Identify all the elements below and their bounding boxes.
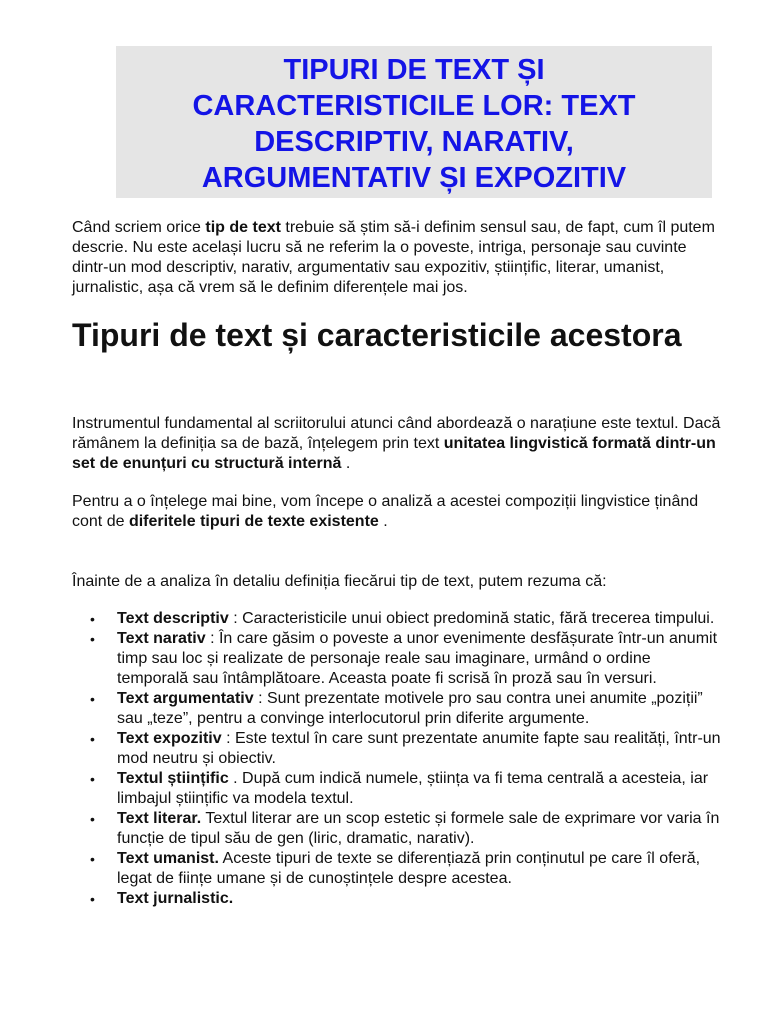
bullet-icon: • — [90, 731, 95, 747]
list-item-term: Text umanist. — [117, 850, 219, 867]
list-item — [72, 809, 722, 849]
list-item-description: : Este textul în care sunt prezentate anumite fapte sau realități, într-un mod neutru și obiectiv. — [117, 730, 721, 767]
list-item-description: : În care găsim o poveste a unor evenimente desfășurate într-un anumit timp sau loc și realizate de personaje reale sau imaginare, urmând o ordine temporală sau întâmplătoare. Aceasta poate fi scrisă în proză sau în versuri. — [117, 630, 718, 687]
summary-intro-paragraph: Înainte de a analiza în detaliu definiția fiecărui tip de text, putem rezuma că: — [72, 573, 607, 590]
intro-text: Când scriem orice — [72, 219, 206, 236]
definition-text-end: . — [341, 455, 351, 472]
bullet-icon: • — [90, 811, 95, 827]
definition-text: Instrumentul fundamental al scriitorului atunci când abordează o narațiune este textul. Dacă rămânem la definiția sa de bază, înțelegem prin text — [72, 415, 721, 452]
title-banner — [116, 46, 712, 198]
analysis-paragraph — [72, 492, 722, 532]
analysis-text-end: . — [378, 513, 388, 530]
bullet-icon: • — [90, 611, 95, 627]
list-item — [72, 609, 722, 629]
list-item — [72, 889, 722, 909]
list-item-description: : Caracteristicile unui obiect predomină static, fără trecerea timpului. — [228, 610, 715, 627]
list-item-description: Aceste tipuri de texte se diferențiază prin conținutul pe care îl oferă, legat de ființe umane și de cunoștințele despre acestea. — [117, 850, 701, 887]
list-item-term: Text literar. — [117, 810, 202, 827]
intro-paragraph — [72, 218, 722, 298]
section-heading: Tipuri de text și caracteristicile acestora — [72, 317, 682, 353]
text-types-list — [72, 609, 722, 909]
bullet-icon: • — [90, 891, 95, 907]
list-item-term: Text expozitiv — [117, 730, 222, 747]
definition-bold-term: unitatea lingvistică formată dintr-un set de enunțuri cu structură internă — [72, 435, 716, 472]
analysis-bold-term: diferitele tipuri de texte existente — [128, 513, 379, 530]
list-item-description: : Sunt prezentate motivele pro sau contra unei anumite „poziții” sau „teze”, pentru a convinge interlocutorul prin diferite argumente. — [117, 690, 703, 727]
list-item — [72, 729, 722, 769]
bullet-icon: • — [90, 851, 95, 867]
intro-text-continued: trebuie să știm să-i definim sensul sau, de fapt, cum îl putem descrie. Nu este același lucru să ne referim la o poveste, intriga, personaje sau cuvinte dintr-un mod descriptiv, narativ, argumentativ sau expozitiv, științific, literar, umanist, jurnalistic, așa că vrem să le definim diferențele mai jos. — [72, 219, 715, 296]
intro-bold-term: tip de text — [205, 219, 281, 236]
bullet-icon: • — [90, 691, 95, 707]
analysis-text: Pentru a o înțelege mai bine, vom începe o analiză a acestei compoziții lingvistice ținând cont de — [72, 493, 699, 530]
list-item-term: Textul științific — [117, 770, 229, 787]
list-item — [72, 849, 722, 889]
document-title — [116, 52, 712, 196]
title-line: ARGUMENTATIV ȘI EXPOZITIV — [201, 162, 627, 194]
bullet-icon: • — [90, 771, 95, 787]
definition-paragraph — [72, 414, 722, 474]
list-item — [72, 769, 722, 809]
list-item-term: Text descriptiv — [117, 610, 229, 627]
list-item-description: Textul literar are un scop estetic și formele sale de exprimare vor varia în funcție de tipul său de gen (liric, dramatic, narativ). — [117, 810, 720, 847]
list-item-term: Text narativ — [117, 630, 206, 647]
title-line: DESCRIPTIV, NARATIV, — [254, 126, 574, 158]
title-line: CARACTERISTICILE LOR: TEXT — [192, 90, 636, 122]
title-line: TIPURI DE TEXT ȘI — [283, 54, 545, 86]
list-item-term: Text argumentativ — [117, 690, 254, 707]
list-item-term: Text jurnalistic. — [117, 890, 234, 907]
list-item — [72, 689, 722, 729]
bullet-icon: • — [90, 631, 95, 647]
list-item — [72, 629, 722, 689]
list-item-description: . După cum indică numele, știința va fi tema centrală a acesteia, iar limbajul științific va modela textul. — [117, 770, 709, 807]
